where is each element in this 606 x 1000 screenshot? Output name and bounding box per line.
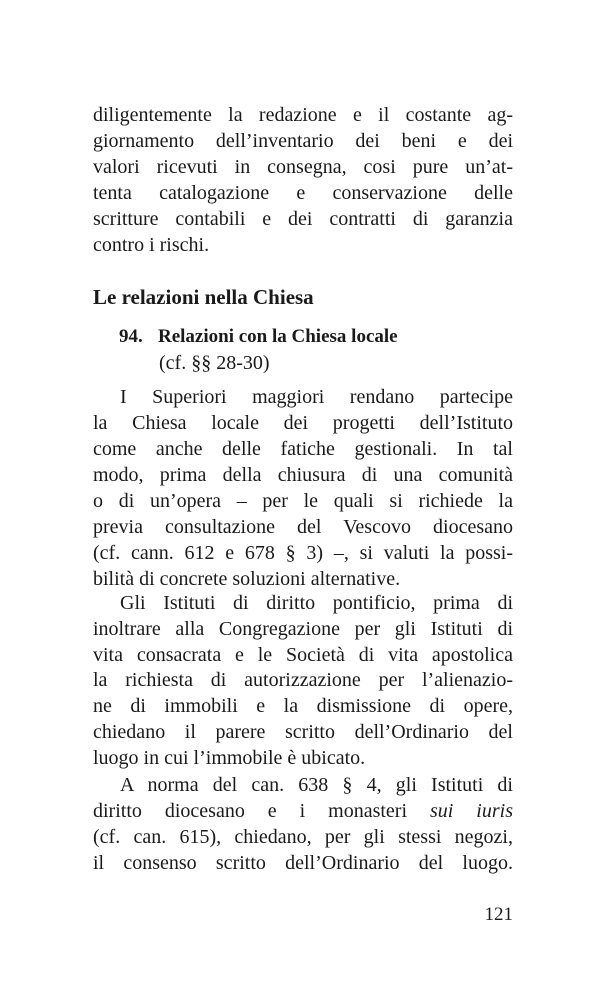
text-line: il consenso scritto dell’Ordinario del luogo. bbox=[93, 852, 513, 874]
subsection-number: 94. bbox=[119, 326, 143, 347]
text-line: inoltrare alla Congregazione per gli Istituti di bbox=[93, 618, 513, 640]
text-line: vita consacrata e le Società di vita apostolica bbox=[93, 644, 513, 666]
text-line: tenta catalogazione e conservazione delle bbox=[93, 182, 513, 204]
text-line: la richiesta di autorizzazione per l’alienazio- bbox=[93, 669, 513, 691]
text-line: valori ricevuti in consegna, cosi pure un’at- bbox=[93, 156, 513, 178]
text-line: modo, prima della chiusura di una comunità bbox=[93, 464, 513, 486]
text-run: diritto diocesano e i monasteri bbox=[93, 800, 408, 822]
text-line: chiedano il parere scritto dell’Ordinario del bbox=[93, 721, 513, 743]
text-line: previa consultazione del Vescovo diocesano bbox=[93, 516, 513, 538]
text-line: la Chiesa locale dei progetti dell’Istituto bbox=[93, 412, 513, 434]
text-line: Gli Istituti di diritto pontificio, prima di bbox=[120, 592, 513, 614]
text-line: I Superiori maggiori rendano partecipe bbox=[120, 386, 513, 408]
text-line: come anche delle fatiche gestionali. In tal bbox=[93, 438, 513, 460]
text-line: ne di immobili e la dismissione di opere, bbox=[93, 695, 513, 717]
text-line: diligentemente la redazione e il costante ag- bbox=[93, 104, 513, 126]
text-line: contro i rischi. bbox=[93, 234, 210, 256]
italic-term: sui iuris bbox=[430, 800, 513, 822]
text-line: giornamento dell’inventario dei beni e dei bbox=[93, 130, 513, 152]
text-line: o di un’opera – per le quali si richiede la bbox=[93, 490, 513, 512]
subsection-reference: (cf. §§ 28-30) bbox=[159, 352, 270, 374]
text-line bbox=[93, 798, 513, 824]
text-line: luogo in cui l’immobile è ubicato. bbox=[93, 747, 366, 769]
text-line: A norma del can. 638 § 4, gli Istituti di bbox=[120, 774, 513, 796]
text-line: bilità di concrete soluzioni alternative. bbox=[93, 568, 401, 590]
text-line: (cf. cann. 612 e 678 § 3) –, si valuti la possi- bbox=[93, 542, 513, 564]
section-heading: Le relazioni nella Chiesa bbox=[93, 285, 314, 309]
text-line: scritture contabili e dei contratti di garanzia bbox=[93, 208, 513, 230]
subsection-title: Relazioni con la Chiesa locale bbox=[158, 326, 398, 347]
text-line: (cf. can. 615), chiedano, per gli stessi negozi, bbox=[93, 826, 513, 848]
page-number: 121 bbox=[484, 904, 513, 925]
